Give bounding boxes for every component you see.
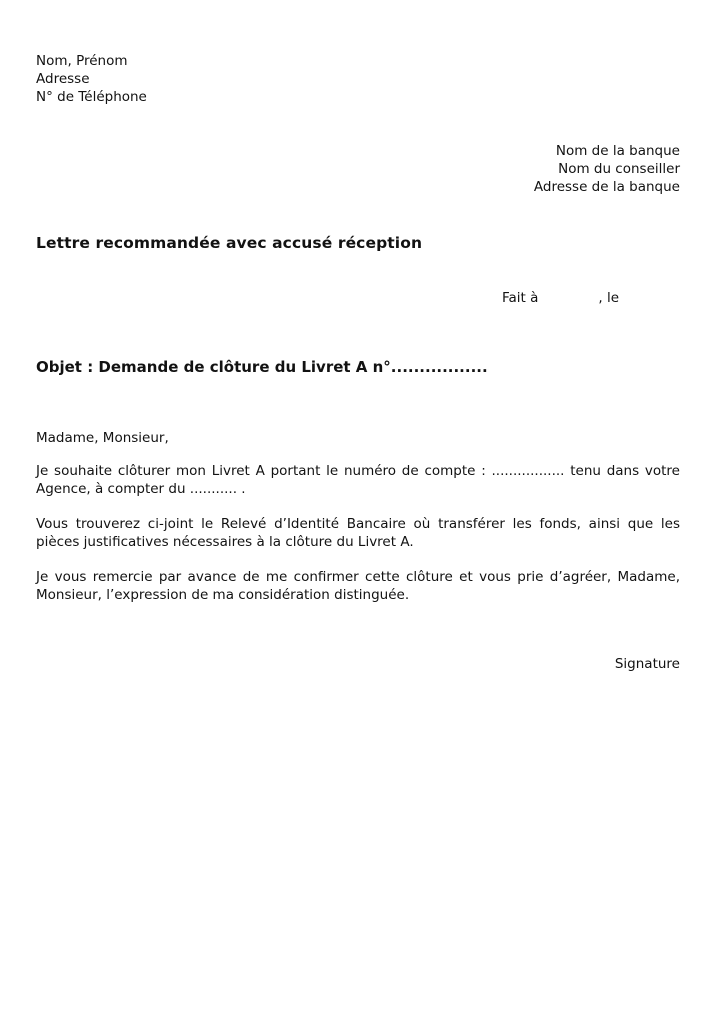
sender-name: Nom, Prénom (36, 53, 128, 69)
date-line (36, 289, 680, 307)
date-suffix: , le (598, 290, 620, 306)
recipient-block (36, 142, 680, 196)
letter-content (36, 0, 680, 673)
sender-address: Adresse (36, 71, 90, 87)
body-paragraph-3: Je vous remercie par avance de me confirmer cette clôture et vous prie d’agréer, Madame, Monsieur, l’expression de ma considération distinguée. (36, 569, 680, 603)
sender-block (36, 52, 680, 106)
sender-phone: N° de Téléphone (36, 89, 147, 105)
recipient-advisor-name: Nom du conseiller (558, 161, 680, 177)
recipient-bank-address: Adresse de la banque (533, 179, 680, 195)
signature-label: Signature (614, 656, 680, 672)
subject-line: Objet : Demande de clôture du Livret A n°................. (36, 358, 488, 376)
date-prefix: Fait à (502, 290, 539, 306)
body-paragraph-1: Je souhaite clôturer mon Livret A portant le numéro de compte : ................. tenu dans votre Agence, à compter du ........... . (36, 463, 680, 497)
salutation: Madame, Monsieur, (36, 430, 169, 446)
letter-title: Lettre recommandée avec accusé réception (36, 234, 423, 252)
recipient-bank-name: Nom de la banque (555, 143, 680, 159)
body-paragraph-2: Vous trouverez ci-joint le Relevé d’Identité Bancaire où transférer les fonds, ainsi que les pièces justificatives nécessaires à la clôture du Livret A. (36, 516, 680, 550)
